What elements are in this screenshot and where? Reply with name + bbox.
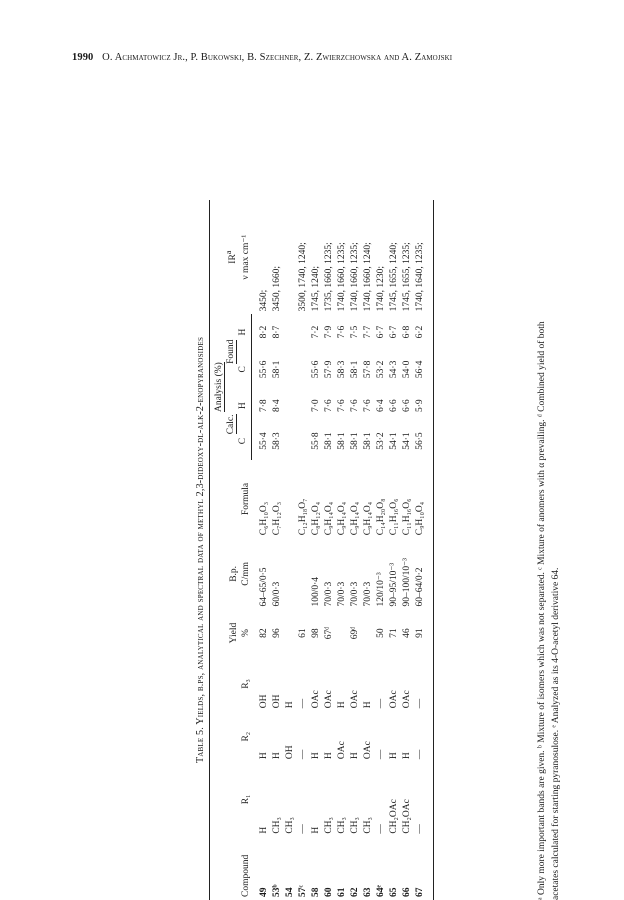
cell-calc-h: 6·6	[402, 399, 412, 413]
cell-ir: 1745, 1655, 1235;	[402, 242, 412, 312]
cell-calc-h: 8·4	[272, 399, 282, 413]
table-row	[284, 200, 297, 900]
cell-bp: 70/0·3	[350, 581, 360, 607]
table-row	[271, 200, 284, 900]
table-row	[349, 200, 362, 900]
cell-calc-c: 58·1	[350, 432, 360, 450]
cell-r2: H	[272, 752, 282, 760]
cell-compound: 49	[258, 887, 269, 897]
cell-calc-c: 54·1	[402, 432, 412, 450]
cell-formula: C₈H₁₂O₄	[311, 501, 321, 536]
cell-r2: H	[311, 752, 321, 760]
header-found-label: Found	[226, 339, 236, 364]
cell-r1: CH₃	[272, 817, 282, 834]
table-row	[310, 200, 323, 900]
cell-calc-c: 53·2	[376, 432, 386, 450]
cell-formula: C₁₁H₁₆O₆	[389, 498, 399, 536]
cell-yield	[362, 610, 375, 657]
cell-found-h: 6·2	[414, 314, 434, 349]
cell-found-c: 54·0	[402, 360, 412, 379]
header-yield-unit: %	[240, 629, 251, 638]
cell-formula: C₁₁H₁₆O₆	[402, 498, 412, 536]
cell-r1: —	[298, 824, 308, 834]
cell-calc-h: 5·9	[414, 389, 434, 422]
cell-calc-h: 7·6	[363, 399, 373, 413]
cell-calc-h: 7·8	[259, 399, 269, 413]
cell-compound: 66	[402, 887, 412, 897]
cell-yield: 96	[272, 628, 282, 638]
cell-yield: 82	[258, 628, 269, 638]
table-row	[252, 200, 272, 900]
cell-compound: 61	[337, 887, 347, 897]
cell-compound: 53ᵇ	[272, 884, 282, 897]
header-r2: R₂	[210, 711, 252, 762]
cell-found-c: 54·3	[389, 360, 399, 379]
cell-compound: 67	[414, 837, 434, 900]
footnote-line-2: acetates calculated for starting pyranosulose. ᵉ Analyzed as its 4-O-acetyl derivative 64.	[551, 567, 561, 900]
table-row	[362, 200, 375, 900]
table-row	[375, 200, 388, 900]
cell-r2: OAc	[363, 741, 373, 760]
cell-formula: C₁₄H₂₀O₈	[376, 498, 386, 536]
cell-ir: 1745, 1655, 1240;	[389, 242, 399, 312]
cell-r2: H	[350, 752, 360, 760]
cell-yield: 67ᵈ	[324, 626, 334, 640]
cell-bp: 90–100/10⁻³	[402, 557, 412, 607]
cell-ir: 1740, 1660, 1240;	[363, 242, 373, 312]
cell-found-h: 7·9	[324, 325, 334, 339]
header-found	[225, 314, 237, 389]
header-calc-h: H	[237, 389, 252, 422]
cell-r3: OAc	[402, 690, 412, 709]
cell-yield	[336, 610, 349, 657]
cell-found-c: 57·9	[324, 360, 334, 379]
cell-found-c: 58·1	[272, 360, 282, 379]
cell-found-c: 55·6	[259, 360, 269, 379]
cell-r1: CH₂OAc	[402, 799, 412, 834]
cell-yield: 71	[389, 628, 399, 638]
header-found-h: H	[237, 314, 252, 349]
cell-r2: OH	[285, 745, 295, 760]
data-table	[209, 200, 434, 900]
cell-r3: —	[376, 698, 386, 709]
cell-r3: OAc	[389, 690, 399, 709]
cell-r3: OAc	[350, 690, 360, 709]
cell-found-h: 7·5	[350, 325, 360, 339]
cell-calc-c: 58·3	[272, 432, 282, 450]
cell-bp: 70/0·3	[324, 581, 334, 607]
header-analysis-label: Analysis (%)	[214, 362, 224, 413]
cell-found-h: 6·7	[376, 325, 386, 339]
cell-yield: 46	[402, 628, 412, 638]
cell-r1: —	[414, 762, 434, 837]
cell-compound: 64ᵉ	[376, 885, 386, 897]
header-ir-unit: ν max cm⁻¹	[240, 234, 251, 280]
cell-r1: CH₃	[337, 817, 347, 834]
cell-found-h: 7·6	[337, 325, 347, 339]
cell-found-h: 6·7	[389, 325, 399, 339]
header-ir	[210, 200, 252, 314]
cell-calc-h: 7·6	[324, 399, 334, 413]
cell-formula: C₉H₁₄O₄	[363, 501, 373, 536]
cell-ir: 1740, 1660, 1235;	[337, 242, 347, 312]
cell-r3: OAc	[311, 690, 321, 709]
cell-ir	[284, 200, 297, 314]
cell-r3: OH	[258, 694, 269, 709]
table-footnotes	[535, 180, 563, 900]
cell-ir: 1740, 1640, 1235;	[414, 200, 434, 314]
cell-compound: 58	[311, 887, 321, 897]
cell-r3: H	[285, 701, 295, 709]
table-row	[401, 200, 414, 900]
header-calc	[225, 389, 237, 460]
cell-r2: H	[389, 752, 399, 760]
cell-calc-c	[297, 422, 310, 459]
cell-r1: CH₃	[324, 817, 334, 834]
cell-found-h: 6·8	[402, 325, 412, 339]
cell-r3: OH	[272, 694, 282, 709]
cell-calc-c: 55·8	[311, 432, 321, 450]
header-found-c: C	[237, 350, 252, 389]
cell-found-c: 58·3	[337, 360, 347, 379]
footnote-line-1: ᵃ Only more important bands are given. ᵇ Mixture of isomers which was not separated. ᶜ Mixture of anomers with α prevailing. ᵈ Combined yield of both	[537, 321, 547, 900]
cell-found-c: 53·2	[376, 360, 386, 379]
header-analysis	[210, 314, 226, 459]
cell-r3: —	[414, 657, 434, 712]
cell-r1: —	[376, 824, 386, 834]
cell-calc-c: 58·1	[324, 432, 334, 450]
header-yield	[210, 610, 252, 657]
cell-r1: CH₃	[285, 817, 295, 834]
table-body	[252, 200, 434, 900]
table-caption: Table 5. Yields, b.ps, analytical and spectral data of methyl 2,3-dideoxy-dl-alk-2-enopyranosides	[195, 336, 206, 764]
cell-found-c	[297, 350, 310, 389]
header-r3: R₃	[210, 657, 252, 712]
header-calc-c: C	[237, 422, 252, 459]
cell-found-c: 56·4	[414, 350, 434, 389]
cell-r2: —	[376, 749, 386, 760]
cell-compound: 57ᶜ	[298, 885, 308, 897]
page-number: 1990	[72, 52, 94, 63]
cell-r3: H	[337, 701, 347, 709]
cell-calc-c: 54·1	[389, 432, 399, 450]
cell-found-h: 8·2	[259, 325, 269, 339]
header-compound: Compound	[210, 837, 252, 900]
cell-compound: 63	[363, 887, 373, 897]
cell-calc-c: 58·1	[337, 432, 347, 450]
cell-yield: 61	[298, 628, 308, 638]
cell-bp: 70/0·3	[363, 581, 373, 607]
cell-calc-c: 55·4	[259, 432, 269, 450]
header-bp	[210, 538, 252, 609]
cell-r2: H	[402, 752, 412, 760]
cell-yield: 50	[376, 628, 386, 638]
cell-found-c: 55·6	[311, 360, 321, 379]
cell-calc-c: 56·5	[414, 422, 434, 459]
cell-r1: CH₃	[363, 817, 373, 834]
cell-r2: H	[258, 752, 269, 760]
cell-yield: 69ᵈ	[350, 626, 360, 640]
cell-r3: —	[298, 698, 308, 709]
cell-bp	[284, 538, 297, 609]
cell-ir: 1740, 1660, 1235;	[350, 242, 360, 312]
cell-calc-h	[297, 389, 310, 422]
cell-found-c	[284, 350, 297, 389]
cell-r3: H	[363, 701, 373, 709]
cell-r1: CH₃	[350, 817, 360, 834]
cell-calc-h: 6·6	[389, 399, 399, 413]
cell-found-h: 7·2	[311, 325, 321, 339]
cell-found-h: 7·7	[363, 325, 373, 339]
cell-formula: C₉H₁₄O₄	[350, 501, 360, 536]
cell-formula: C₉H₁₄O₄	[324, 501, 334, 536]
cell-calc-h: 7·6	[350, 399, 360, 413]
cell-ir: 1745, 1240;	[311, 266, 321, 312]
table-row	[388, 200, 401, 900]
header-yield-label: Yield	[228, 622, 239, 644]
cell-bp: 100/0·4	[311, 576, 321, 607]
cell-ir: 3500, 1740, 1240;	[298, 242, 308, 312]
cell-ir: 3450;	[258, 289, 269, 312]
header-calc-label: Calc.	[226, 414, 236, 435]
cell-r1: H	[258, 826, 269, 834]
cell-found-c: 57·8	[363, 360, 373, 379]
cell-formula	[284, 460, 297, 538]
cell-r1: H	[311, 826, 321, 834]
cell-ir: 3450, 1660;	[272, 266, 282, 312]
cell-bp: 64–65/0·5	[258, 567, 269, 607]
cell-yield: 91	[414, 610, 434, 657]
cell-found-h	[297, 314, 310, 349]
cell-bp: 70/0·3	[337, 581, 347, 607]
cell-r2: OAc	[337, 741, 347, 760]
table-row	[297, 200, 310, 900]
cell-calc-h: 7·0	[311, 399, 321, 413]
cell-r2: H	[324, 752, 334, 760]
cell-calc-c: 58·1	[363, 432, 373, 450]
cell-calc-h	[284, 389, 297, 422]
cell-bp: 120/10⁻³	[376, 572, 386, 607]
cell-formula: C₉H₁₄O₄	[337, 501, 347, 536]
header-ir-label: IR	[228, 254, 239, 264]
cell-found-h: 8·7	[272, 325, 282, 339]
header-bp-unit: C/mm	[240, 561, 251, 586]
cell-yield	[284, 610, 297, 657]
cell-r1: CH₂OAc	[389, 799, 399, 834]
cell-found-c: 58·1	[350, 360, 360, 379]
cell-r2: —	[298, 749, 308, 760]
author-list: O. Achmatowicz Jr., P. Bukowski, B. Szechner, Z. Zwierzchowska and A. Zamojski	[102, 52, 453, 63]
header-ir-note: a	[224, 250, 234, 255]
table-row	[323, 200, 336, 900]
cell-calc-h: 6·4	[376, 399, 386, 413]
cell-found-h	[284, 314, 297, 349]
cell-compound: 62	[350, 887, 360, 897]
cell-calc-h: 7·6	[337, 399, 347, 413]
cell-bp: 90–95/10⁻³	[389, 562, 399, 607]
cell-yield: 98	[311, 628, 321, 638]
running-head	[72, 52, 612, 63]
table-row	[414, 200, 434, 900]
rotated-table-block	[195, 120, 615, 900]
header-bp-label: B.p.	[228, 565, 239, 582]
header-formula: Formula	[210, 460, 252, 538]
cell-compound: 54	[285, 887, 295, 897]
cell-bp	[297, 538, 310, 609]
cell-bp: 60–64/0·2	[414, 538, 434, 609]
header-r1: R₁	[210, 762, 252, 837]
cell-r3: OAc	[324, 690, 334, 709]
cell-compound: 60	[324, 887, 334, 897]
cell-r2: —	[414, 711, 434, 762]
cell-bp: 60/0·3	[272, 581, 282, 607]
cell-formula: C₉H₁₀O₄	[414, 460, 434, 538]
cell-formula: C₇H₁₂O₃	[272, 501, 282, 536]
cell-calc-c	[284, 422, 297, 459]
cell-formula: C₁₂H₁₈O₇	[298, 498, 308, 536]
cell-formula: C₆H₁₀O₃	[258, 501, 269, 536]
cell-compound: 65	[389, 887, 399, 897]
cell-ir: 1735, 1660, 1235;	[324, 242, 334, 312]
table-row	[336, 200, 349, 900]
cell-ir: 1740, 1230;	[376, 266, 386, 312]
